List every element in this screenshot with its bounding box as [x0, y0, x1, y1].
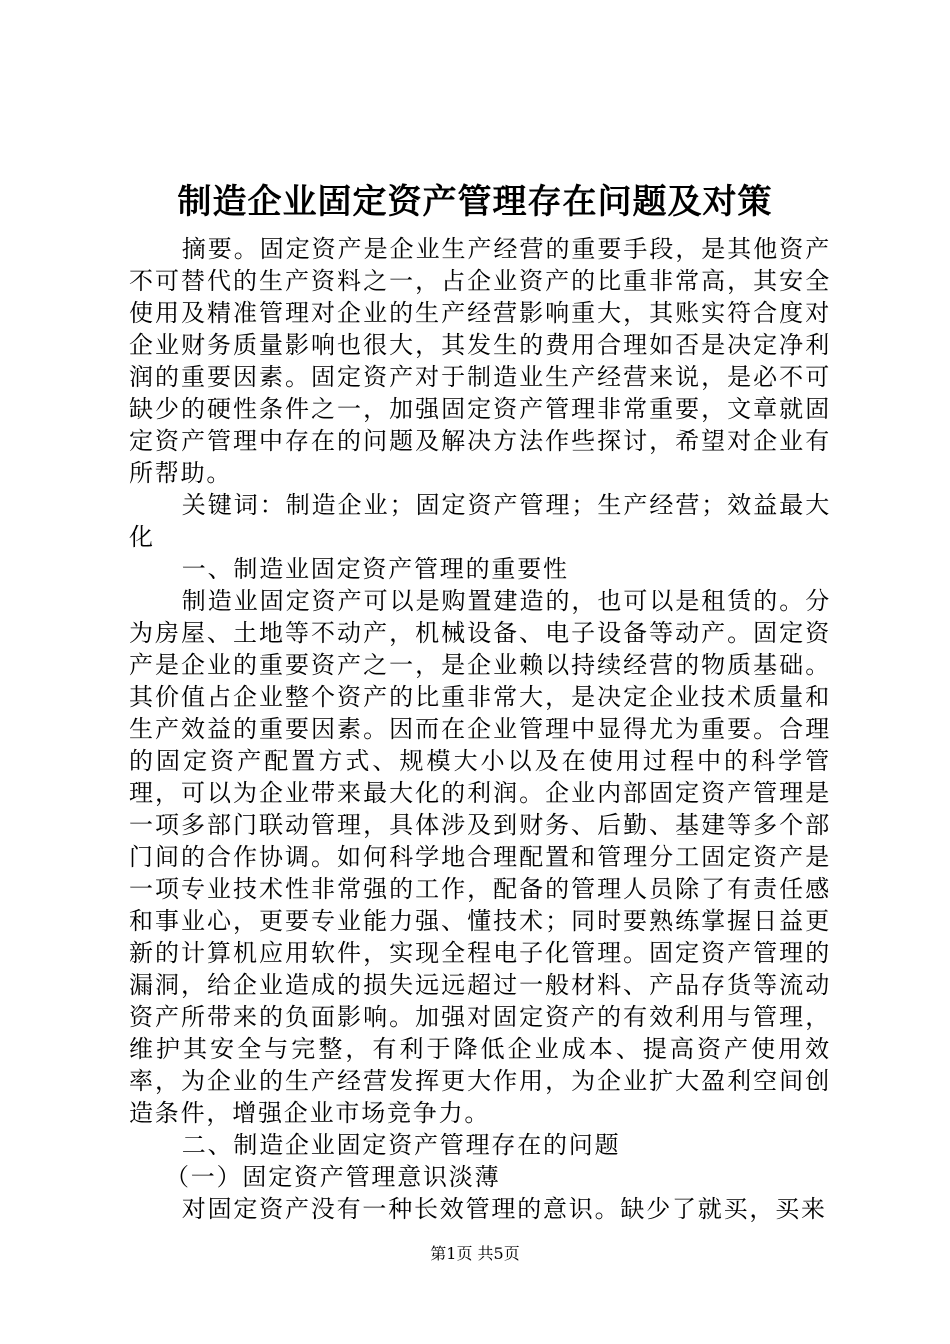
- page-footer: 第1页 共5页: [430, 1244, 520, 1263]
- document-title: 制造企业固定资产管理存在问题及对策: [177, 182, 773, 222]
- abstract-paragraph: 摘要。固定资产是企业生产经营的重要手段，是其他资产不可替代的生产资料之一，占企业资产的比重非常高，其安全使用及精准管理对企业的生产经营影响重大，其账实符合度对企业财务质量影响也很大，其发生的费用合理如否是决定净利润的重要因素。固定资产对于制造业生产经营来说，是必不可缺少的硬性条件之一，加强固定资产管理非常重要，文章就固定资产管理中存在的问题及解决方法作些探讨，希望对企业有所帮助。: [129, 235, 831, 487]
- section-heading-2: 二、制造企业固定资产管理存在的问题: [181, 1131, 621, 1159]
- subsection-heading-1: （一）固定资产管理意识淡薄: [165, 1163, 501, 1191]
- keywords-paragraph: 关键词：制造企业；固定资产管理；生产经营；效益最大化: [129, 491, 831, 551]
- document-body: [129, 233, 831, 1225]
- body-paragraph: 制造业固定资产可以是购置建造的，也可以是租赁的。分为房屋、土地等不动产，机械设备、电子设备等动产。固定资产是企业的重要资产之一，是企业赖以持续经营的物质基础。其价值占企业整个资产的比重非常大，是决定企业技术质量和生产效益的重要因素。因而在企业管理中显得尤为重要。合理的固定资产配置方式、规模大小以及在使用过程中的科学管理，可以为企业带来最大化的利润。企业内部固定资产管理是一项多部门联动管理，具体涉及到财务、后勤、基建等多个部门间的合作协调。如何科学地合理配置和管理分工固定资产是一项专业技术性非常强的工作，配备的管理人员除了有责任感和事业心，更要专业能力强、懂技术；同时要熟练掌握日益更新的计算机应用软件，实现全程电子化管理。固定资产管理的漏洞，给企业造成的损失远远超过一般材料、产品存货等流动资产所带来的负面影响。加强对固定资产的有效利用与管理，维护其安全与完整，有利于降低企业成本、提高资产使用效率，为企业的生产经营发挥更大作用，为企业扩大盈利空间创造条件，增强企业市场竞争力。: [129, 587, 831, 1127]
- body-paragraph: 对固定资产没有一种长效管理的意识。缺少了就买，买来: [181, 1195, 827, 1223]
- section-heading-1: 一、制造业固定资产管理的重要性: [181, 555, 569, 583]
